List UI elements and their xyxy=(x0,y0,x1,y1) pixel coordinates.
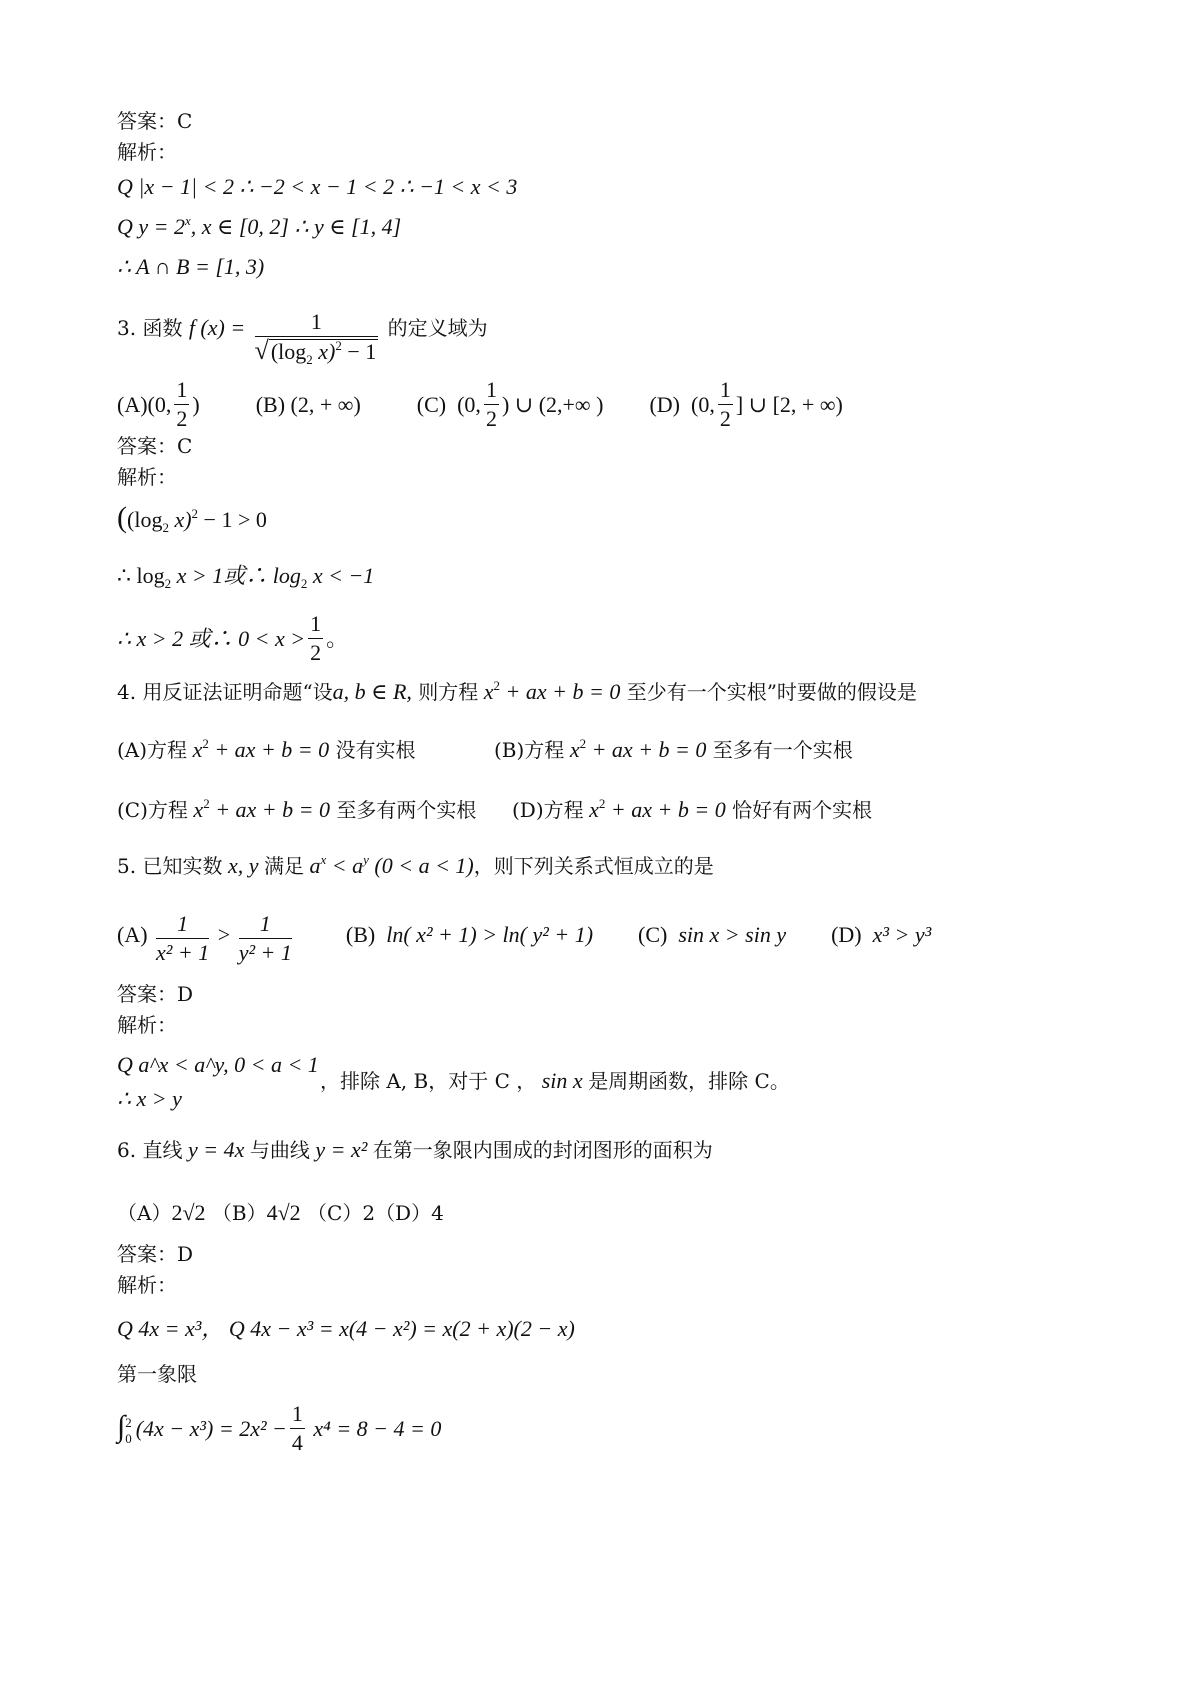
fraction xyxy=(255,310,379,367)
question-5-options xyxy=(117,912,931,965)
option-b-label: （B） xyxy=(211,1201,267,1225)
integral-sign: ∫ xyxy=(117,1410,126,1443)
answer-line-1: 答案：C xyxy=(117,109,193,133)
option-b: (B) ln( x² + 1) > ln( y² + 1) xyxy=(345,922,594,947)
formula-part: Q y = 2 xyxy=(117,214,185,239)
option-a-value: 2√2 xyxy=(171,1200,206,1225)
q6-step-2: 第一象限 xyxy=(117,1362,197,1386)
option-a: (A)(0, $\frac{1}{2}$ ) xyxy=(117,377,200,431)
option-d: (D) (0, $\frac{1}{2}$ ] ∪ [2, + ∞) xyxy=(649,377,843,431)
analysis-line-2 xyxy=(117,214,401,243)
question-6-stem: 6. 直线 y = 4x 与曲线 y = x² 在第一象限内围成的封闭图形的面积为 xyxy=(117,1137,713,1162)
question-4-option-d: (D)方程 $x^2$ + ax + b = 0 恰好有两个实根 xyxy=(512,796,873,822)
option-d: (D) x³ > y³ xyxy=(831,922,932,947)
question-4-option-a: (A)方程 $x^2$ + ax + b = 0 没有实根 xyxy=(117,736,416,762)
option-c: (C) sin x > sin y xyxy=(638,922,787,947)
function-name: f (x) = xyxy=(188,315,246,340)
q3-step-3: ∴ x > 2 或∴ 0 < x > $\frac{1}{2}$ 。 xyxy=(117,611,349,665)
q3-step-1: (($\log_2$ x)$^2$ − 1 > 0 xyxy=(117,501,267,535)
q5-step-2: ∴ x > y xyxy=(117,1086,182,1111)
option-d: （D）4 xyxy=(375,1201,444,1225)
option-a: (A) $\frac{1}{\text{x² + 1}}$ > $\frac{1}{\text{y² + 1}}$ xyxy=(117,911,292,965)
analysis-line-1: Q |x − 1| < 2 ∴ −2 < x − 1 < 2 ∴ −1 < x < 3 xyxy=(117,174,518,199)
question-3-options xyxy=(117,378,843,431)
option-b-value: 4√2 xyxy=(266,1200,301,1225)
analysis-line-3: ∴ A ∩ B = [1, 3) xyxy=(117,254,265,279)
analysis-label-3: 解析： xyxy=(117,465,177,489)
denominator: $√(\log_2$ x)$^2$ − 1 xyxy=(254,336,377,367)
q6-step-3: ∫ 2 0 (4x − x³) = 2x² − $\frac{1}{4}$ x⁴ = 8 − 4 = 0 xyxy=(117,1401,442,1455)
option-b: (B) (2, + ∞) xyxy=(255,392,361,417)
question-4-stem: 4. 用反证法证明命题“设a, b ∈ R, 则方程 $x^2$ + ax + b = 0 至少有一个实根”时要做的假设是 xyxy=(117,678,917,704)
question-number: 3. 函数 xyxy=(117,316,183,340)
formula-part: , x ∈ [0, 2] ∴ y ∈ [1, 4] xyxy=(190,214,402,239)
q5-step-1: Q a^x < a^y, 0 < a < 1 xyxy=(117,1052,319,1077)
question-3-stem xyxy=(117,310,488,367)
analysis-label-1: 解析： xyxy=(117,140,177,164)
superscript: x xyxy=(185,213,191,228)
question-4-option-b: (B)方程 $x^2$ + ax + b = 0 至多有一个实根 xyxy=(494,736,853,762)
q3-step-2: ∴ $\log_2 x > 1$或∴ $\log_2 x < -1$ xyxy=(117,563,375,591)
question-suffix: 的定义域为 xyxy=(387,316,488,340)
option-c: (C) (0, $\frac{1}{2}$ ) ∪ (2,+∞ ) xyxy=(416,377,604,431)
q6-step-1: Q 4x = x³， Q 4x − x³ = x(4 − x²) = x(2 + x)(2 − x) xyxy=(117,1316,575,1341)
option-c: （C）2 xyxy=(307,1201,376,1225)
analysis-label-6: 解析： xyxy=(117,1273,177,1297)
answer-line-3: 答案：C xyxy=(117,434,193,458)
analysis-label-5: 解析： xyxy=(117,1013,177,1037)
question-5-stem: 5. 已知实数 x, y 满足 $a^x < a^y$ (0 < a < 1)，则下列关系式恒成立的是 xyxy=(117,852,714,878)
question-4-option-c: (C)方程 $x^2$ + ax + b = 0 至多有两个实根 xyxy=(117,796,477,822)
answer-line-5: 答案：D xyxy=(117,982,194,1006)
question-6-options xyxy=(117,1200,444,1226)
answer-line-6: 答案：D xyxy=(117,1242,194,1266)
q5-step-side: ，排除 A, B，对于 C ， sin x 是周期函数，排除 C。 xyxy=(320,1068,790,1093)
numerator: 1 xyxy=(255,310,379,337)
option-a-label: （A） xyxy=(117,1201,172,1225)
